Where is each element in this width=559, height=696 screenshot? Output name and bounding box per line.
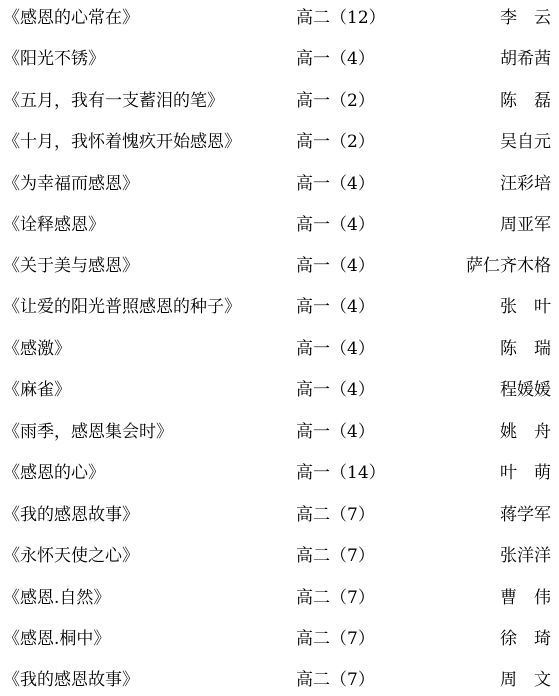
- entry-author: 姚 舟: [500, 422, 551, 442]
- entry-title: 《感恩.桐中》: [3, 629, 111, 649]
- entry-title: 《阳光不锈》: [3, 49, 105, 69]
- list-item: [0, 44, 559, 74]
- entry-title: 《感激》: [3, 339, 71, 359]
- entry-author: 程媛媛: [500, 380, 551, 400]
- entry-author: 蒋学军: [500, 505, 551, 525]
- entry-class: 高一（14）: [296, 463, 386, 483]
- entry-class: 高一（4）: [296, 422, 375, 442]
- entry-author: 徐 琦: [500, 629, 551, 649]
- entry-title: 《为幸福而感恩》: [3, 174, 139, 194]
- list-item: [0, 210, 559, 240]
- entry-title: 《雨季，感恩集会时》: [3, 422, 173, 442]
- list-item: [0, 458, 559, 488]
- list-item: [0, 292, 559, 322]
- list-item: [0, 334, 559, 364]
- entry-class: 高一（4）: [296, 49, 375, 69]
- entry-title: 《感恩.自然》: [3, 588, 111, 608]
- entry-class: 高一（4）: [296, 256, 375, 276]
- entry-title: 《我的感恩故事》: [3, 505, 139, 525]
- list-item: [0, 375, 559, 405]
- entry-title: 《五月，我有一支蓄泪的笔》: [3, 91, 224, 111]
- entry-author: 李 云: [500, 8, 551, 28]
- list-item: [0, 583, 559, 613]
- list-item: [0, 541, 559, 571]
- entry-author: 张 叶: [500, 297, 551, 317]
- entry-author: 胡希茜: [500, 49, 551, 69]
- entry-class: 高一（4）: [296, 380, 375, 400]
- entry-author: 叶 萌: [500, 463, 551, 483]
- entry-author: 萨仁齐木格: [466, 256, 551, 276]
- list-item: [0, 417, 559, 447]
- list-item: [0, 500, 559, 530]
- entry-class: 高二（7）: [296, 629, 375, 649]
- list-item: [0, 169, 559, 199]
- entry-author: 张洋洋: [500, 546, 551, 566]
- entry-class: 高二（7）: [296, 670, 375, 690]
- entry-author: 陈 瑞: [500, 339, 551, 359]
- list-item: [0, 251, 559, 281]
- entry-title: 《感恩的心常在》: [3, 8, 139, 28]
- entry-author: 吴自元: [500, 132, 551, 152]
- entry-author: 陈 磊: [500, 91, 551, 111]
- entry-title: 《我的感恩故事》: [3, 670, 139, 690]
- entry-title: 《麻雀》: [3, 380, 71, 400]
- list-item: [0, 624, 559, 654]
- entry-title: 《诠释感恩》: [3, 215, 105, 235]
- entry-title: 《永怀天使之心》: [3, 546, 139, 566]
- entry-author: 曹 伟: [500, 588, 551, 608]
- entry-class: 高二（12）: [296, 8, 386, 28]
- entry-class: 高一（4）: [296, 215, 375, 235]
- entry-class: 高一（2）: [296, 91, 375, 111]
- entry-class: 高一（4）: [296, 339, 375, 359]
- entry-author: 汪彩培: [500, 174, 551, 194]
- entry-class: 高一（2）: [296, 132, 375, 152]
- entry-class: 高二（7）: [296, 588, 375, 608]
- entry-title: 《关于美与感恩》: [3, 256, 139, 276]
- entry-class: 高二（7）: [296, 546, 375, 566]
- entry-class: 高一（4）: [296, 297, 375, 317]
- entry-title: 《十月，我怀着愧疚开始感恩》: [3, 132, 241, 152]
- entry-author: 周亚军: [500, 215, 551, 235]
- entry-author: 周 文: [500, 670, 551, 690]
- list-item: [0, 127, 559, 157]
- list-item: [0, 86, 559, 116]
- entry-class: 高一（4）: [296, 174, 375, 194]
- list-item: [0, 665, 559, 695]
- entry-title: 《让爱的阳光普照感恩的种子》: [3, 297, 241, 317]
- entry-class: 高二（7）: [296, 505, 375, 525]
- entry-title: 《感恩的心》: [3, 463, 105, 483]
- list-item: [0, 3, 559, 33]
